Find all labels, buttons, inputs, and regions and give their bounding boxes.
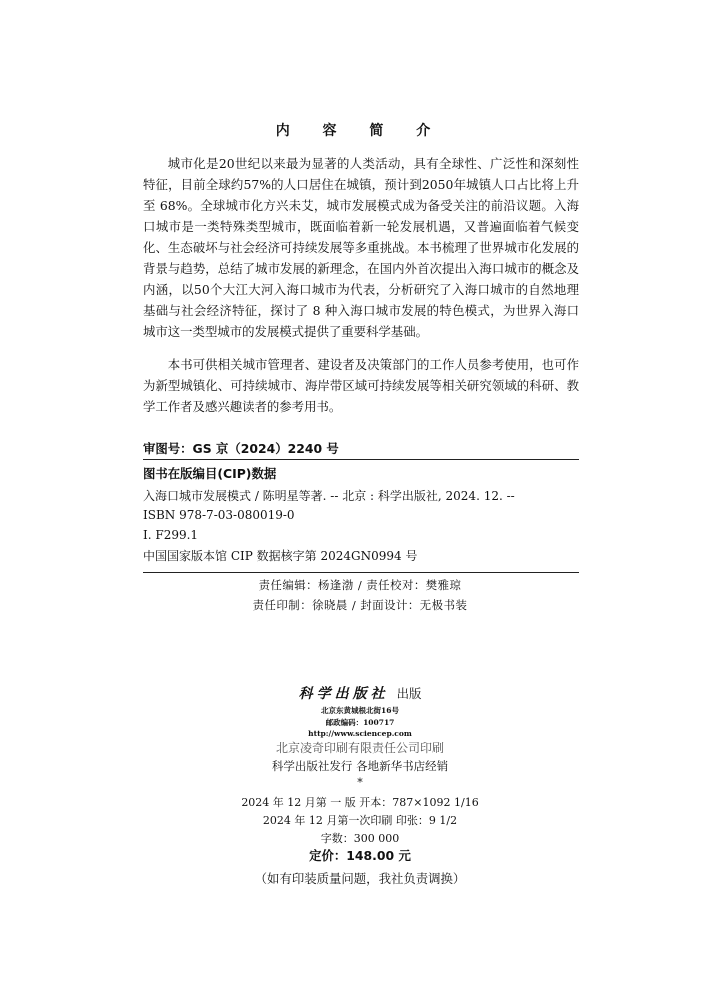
summary-paragraph-1: 城市化是20世纪以来最为显著的人类活动，具有全球性、广泛性和深刻性特征，目前全球约57%的人口居住在城镇，预计到2050年城镇人口占比将上升至 68%。全球城市化方兴未艾，城市发展模式成为备受关注的前沿议题。入海口城市是一类特殊类型城市，既面临着新一轮发展机遇，又普遍面临着气候变化、生态破坏与社会经济可持续发展等多重挑战。本书梳理了世界城市化发展的背景与趋势，总结了城市发展的新理念，在国内外首次提出入海口城市的概念及内涵，以50个大江大河入海口城市为代表，分析研究了入海口城市的自然地理基础与社会经济特征，探讨了 8 种入海口城市发展的特色模式，为世界入海口城市这一类型城市的发展模式提供了重要科学基础。 — [143, 156, 579, 339]
editors-line-1: 责任编辑：杨逢渤 / 责任校对：樊雅琼 — [258, 578, 462, 592]
publisher-url: http://www.sciencep.com — [308, 729, 412, 738]
cip-heading: 图书在版编目(CIP)数据 — [143, 466, 277, 481]
publisher-postcode: 邮政编码：100717 — [325, 718, 395, 727]
summary-paragraph-2: 本书可供相关城市管理者、建设者及决策部门的工作人员参考使用，也可作为新型城镇化、可持续城市、海岸带区域可持续发展等相关研究领域的科研、教学工作者及感兴趣读者的参考用书。 — [143, 357, 579, 414]
summary-title: 内 容 简 介 — [275, 123, 445, 139]
map-approval-number: 审图号：GS 京（2024）2240 号 — [143, 441, 339, 456]
price: 定价：148.00 元 — [309, 848, 411, 863]
publisher-heading — [0, 683, 720, 703]
publisher-name: 科学出版社 — [298, 686, 389, 702]
distribution-line: 科学出版社发行 各地新华书店经销 — [271, 759, 449, 773]
edition-line-2: 2024 年 12 月第一次印刷 印张：9 1/2 — [262, 814, 458, 827]
divider-bottom — [143, 572, 579, 573]
word-count: 字数：300 000 — [320, 832, 400, 845]
edition-line-1: 2024 年 12 月第 一 版 开本：787×1092 1/16 — [241, 796, 479, 809]
printer-line: 北京凌奇印刷有限责任公司印刷 — [275, 741, 444, 755]
publisher-suffix: 出版 — [396, 686, 422, 701]
publisher-address: 北京东黄城根北街16号 — [321, 706, 399, 715]
cip-line-isbn: ISBN 978-7-03-080019-0 — [143, 508, 295, 522]
divider-top — [143, 459, 579, 460]
quality-notice: （如有印装质量问题，我社负责调换） — [254, 871, 466, 886]
separator-star: * — [357, 776, 363, 789]
editors-line-2: 责任印制：徐晓晨 / 封面设计：无极书装 — [252, 598, 468, 612]
cip-line-classification: Ⅰ. F299.1 — [143, 528, 199, 542]
cip-line-title: 入海口城市发展模式 / 陈明星等著. -- 北京 : 科学出版社, 2024. 12. -- — [143, 489, 515, 503]
cip-line-record-number: 中国国家版本馆 CIP 数据核字第 2024GN0994 号 — [143, 549, 418, 563]
